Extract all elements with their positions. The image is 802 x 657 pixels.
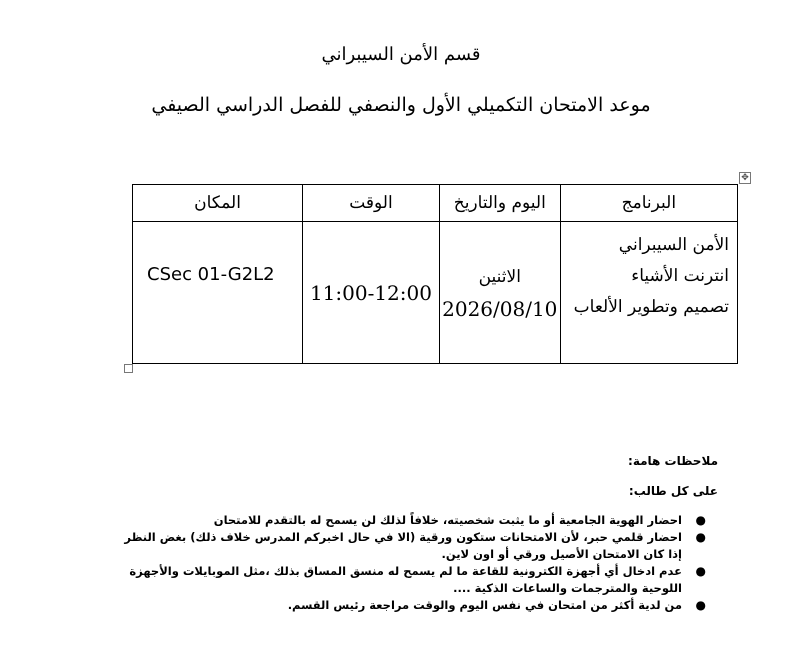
list-item (112, 529, 718, 563)
notes-title: ملاحظات هامة: (628, 454, 718, 468)
date-cell (439, 222, 560, 364)
program-cell (560, 222, 737, 364)
notes-list (112, 512, 718, 614)
schedule-title: موعد الامتحان التكميلي الأول والنصفي للفصل الدراسي الصيفي (151, 94, 651, 116)
note-text: احضار قلمي حبر، لأن الامتحانات ستكون ورقية (الا في حال اخبركم المدرس خلاف ذلك) بغض النظر إذا كان الامتحان الأصيل ورقي أو اون لاين. (124, 530, 682, 561)
note-text: عدم ادخال أي أجهزة الكترونية للقاعة ما لم يسمح له منسق المساق بذلك ،مثل الموبايلات والأجهزة اللوحية والمترجمات والساعات الذكية .... (129, 564, 682, 595)
notes-subtitle: على كل طالب: (628, 484, 718, 498)
table-header-row (133, 185, 738, 222)
exam-time: 11:00-12:00 (309, 280, 432, 305)
time-cell (303, 222, 440, 364)
note-text: احضار الهوية الجامعية أو ما يثبت شخصيته، خلافاً لذلك لن يسمح له بالتقدم للامتحان (213, 513, 682, 527)
exam-day: الاثنين (478, 266, 521, 287)
header-time: الوقت (303, 185, 440, 222)
bullet-icon: ● (695, 598, 706, 612)
bullet-icon: ● (695, 513, 706, 527)
list-item (112, 563, 718, 597)
bullet-icon: ● (695, 564, 706, 578)
exam-date: 2026/08/10 (442, 296, 558, 321)
note-text: من لدية أكثر من امتحان في نفس اليوم والوقت مراجعة رئيس القسم. (287, 598, 682, 612)
program-game-dev: تصميم وتطوير الألعاب (573, 297, 729, 317)
list-item (112, 512, 718, 529)
department-title: قسم الأمن السيبراني (321, 44, 481, 65)
header-place: المكان (133, 185, 303, 222)
exam-schedule-table (132, 184, 738, 364)
resize-handle-icon[interactable] (124, 364, 133, 373)
program-iot: انترنت الأشياء (631, 266, 729, 286)
program-cybersecurity: الأمن السيبراني (618, 235, 729, 255)
exam-place: CSec 01-G2L2 (147, 264, 275, 285)
header-day-date: اليوم والتاريخ (439, 185, 560, 222)
place-cell (133, 222, 303, 364)
table-row (133, 222, 738, 364)
move-handle-icon[interactable]: ✥ (739, 172, 751, 184)
header-program: البرنامج (560, 185, 737, 222)
bullet-icon: ● (695, 530, 706, 544)
list-item (112, 597, 718, 614)
